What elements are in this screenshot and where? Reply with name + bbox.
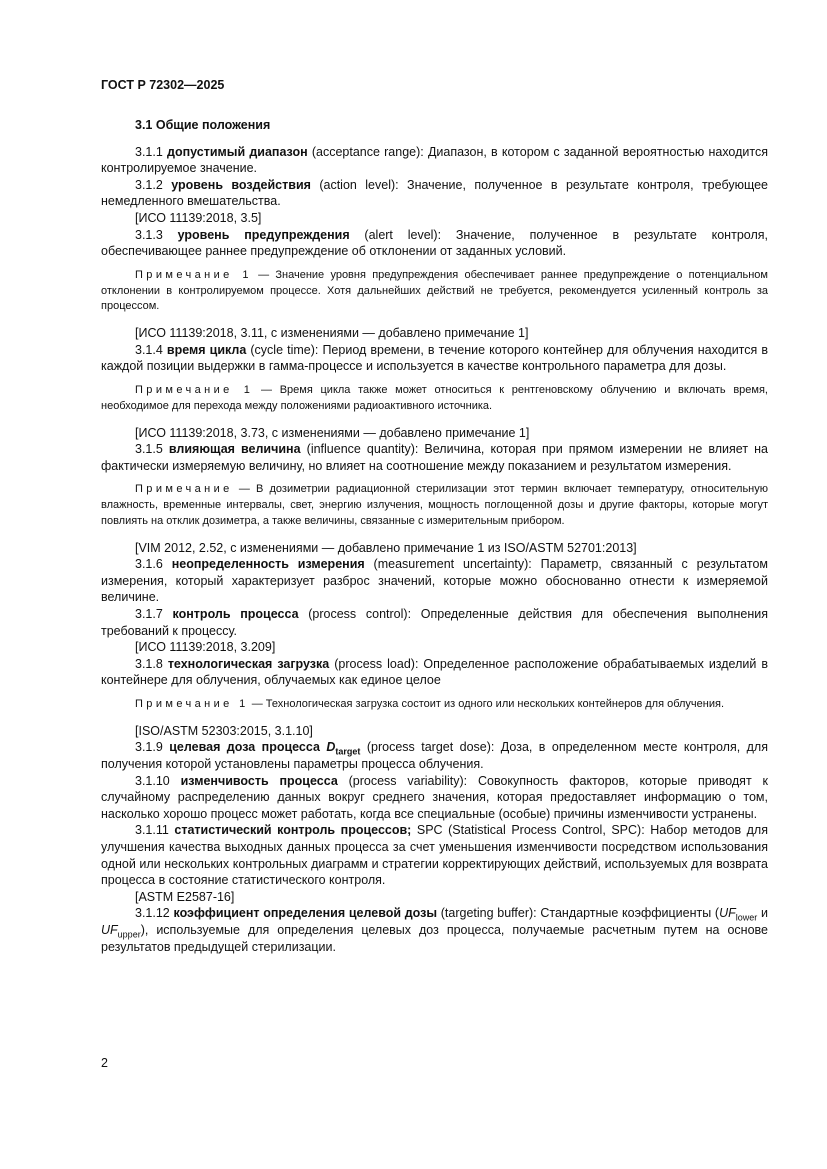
note: Примечание 1 — Значение уровня предупреждения обеспечивает раннее предупреждение о потенциальном отклонении в контролируемом процессе. Хотя дальнейших действий не требуется, рекомендуется усиленный контроль за процессом. — [101, 268, 768, 313]
term-name: неопределенность измерения — [171, 557, 365, 572]
reference: [ИСО 11139:2018, 3.209] — [135, 640, 276, 655]
reference: [ИСО 11139:2018, 3.11, с изменениями — добавлено примечание 1] — [135, 326, 529, 341]
reference: [ISO/ASTM 52303:2015, 3.1.10] — [135, 723, 313, 738]
term-name: технологическая загрузка — [167, 656, 330, 671]
term-name: коэффициент определения целевой дозы — [173, 906, 438, 921]
reference: [VIM 2012, 2.52, с изменениями — добавлено примечание 1 из ISO/ASTM 52701:2013] — [135, 540, 637, 555]
term-3-1-1: 3.1.1 допустимый диапазон (acceptance range): Диапазон, в котором с заданной вероятностью находится контролируемое значение. — [101, 144, 768, 176]
term-name: время цикла — [166, 342, 247, 357]
term-name: уровень предупреждения — [177, 227, 350, 242]
note: Примечание 1 — Технологическая загрузка состоит из одного или нескольких контейнеров для облучения. — [135, 698, 725, 711]
document-body — [101, 117, 768, 955]
section-title: 3.1 Общие положения — [135, 118, 271, 132]
term-3-1-10: 3.1.10 изменчивость процесса (process variability): Совокупность факторов, которые приводят к случайному распределению данных вокруг среднего значения, которая предоставляет информацию о том, насколько хорошо процесс может работать, когда все специальные (особые) причины изменчивости устранены. — [101, 773, 768, 821]
term-3-1-3: 3.1.3 уровень предупреждения (alert level): Значение, полученное в результате контроля, обеспечивающее раннее предупреждение об отклонении от заданных условий. — [101, 227, 768, 259]
term-3-1-7: 3.1.7 контроль процесса (process control): Определенные действия для обеспечения выполнения требований к процессу. — [101, 607, 768, 638]
term-3-1-8: 3.1.8 технологическая загрузка (process load): Определенное расположение обрабатываемых изделий в контейнере для облучения, облучаемых как единое целое — [101, 656, 768, 688]
term-name: уровень воздействия — [171, 177, 311, 192]
term-name: допустимый диапазон — [167, 144, 308, 159]
term-name: статистический контроль процессов; — [174, 823, 412, 838]
reference: [ИСО 11139:2018, 3.5] — [135, 210, 262, 225]
term-3-1-12: 3.1.12 коэффициент определения целевой дозы (targeting buffer): Стандартные коэффициенты ($UF_{lower}$ и $UF_{upper}$), используемые для определения целевых доз процесса, получаемые расчетным путем на основе результатов предыдущей стерилизации. — [101, 906, 768, 954]
term-3-1-2: 3.1.2 уровень воздействия (action level): Значение, полученное в результате контроля, требующее немедленного вмешательства. — [101, 177, 768, 209]
symbol-subscript: target — [335, 746, 361, 757]
term-3-1-9: 3.1.9 целевая доза процесса $D_{target}$ (process target dose): Доза, в определенном месте контроля, для получения которой установлены параметры процесса облучения. — [101, 740, 768, 772]
term-3-1-4: 3.1.4 время цикла (cycle time): Период времени, в течение которого контейнер для облучения находится в каждой позиции выдержки в гамма-процессе и используется в качестве контрольного параметра для дозы. — [101, 342, 769, 374]
term-3-1-11: 3.1.11 статистический контроль процессов; SPC (Statistical Process Control, SPC): Набор методов для улучшения качества выходных данных процесса за счет уменьшения изменчивости посредством использования одной или нескольких контрольных диаграмм и стратегии корректирующих действий, используемых для возврата процесса в состояние статистического контроля. — [101, 823, 768, 888]
term-name: контроль процесса — [172, 607, 299, 622]
reference: [ASTM E2587-16] — [135, 889, 235, 904]
term-name: изменчивость процесса — [180, 773, 338, 788]
page-number: 2 — [101, 1056, 108, 1070]
term-3-1-5: 3.1.5 влияющая величина (influence quantity): Величина, которая при прямом измерении не влияет на фактически измеряемую величину, но влияет на соотношение между показанием и результатом измерения. — [101, 442, 768, 473]
note: Примечание — В дозиметрии радиационной стерилизации этот термин включает температуру, относительную влажность, временные интервалы, свет, энергию излучения, мощность поглощенной дозы и другие факторы, которые могут повлиять на отклик дозиметра, а также величины, связанные с измерительным прибором. — [101, 483, 768, 527]
reference: [ИСО 11139:2018, 3.73, с изменениями — добавлено примечание 1] — [135, 425, 530, 440]
document-header: ГОСТ Р 72302—2025 — [101, 78, 225, 92]
symbol: D — [326, 740, 336, 755]
note: Примечание 1 — Время цикла также может относиться к рентгеновскому облучению и включать время, необходимое для перехода между положениями радиоактивного источника. — [101, 383, 768, 412]
term-name: целевая доза процесса — [169, 740, 320, 755]
term-name: влияющая величина — [168, 442, 301, 457]
term-3-1-6: 3.1.6 неопределенность измерения (measurement uncertainty): Параметр, связанный с результатом измерения, который характеризует разброс значений, которые можно обоснованно отнести к измеряемой величине. — [101, 557, 768, 605]
